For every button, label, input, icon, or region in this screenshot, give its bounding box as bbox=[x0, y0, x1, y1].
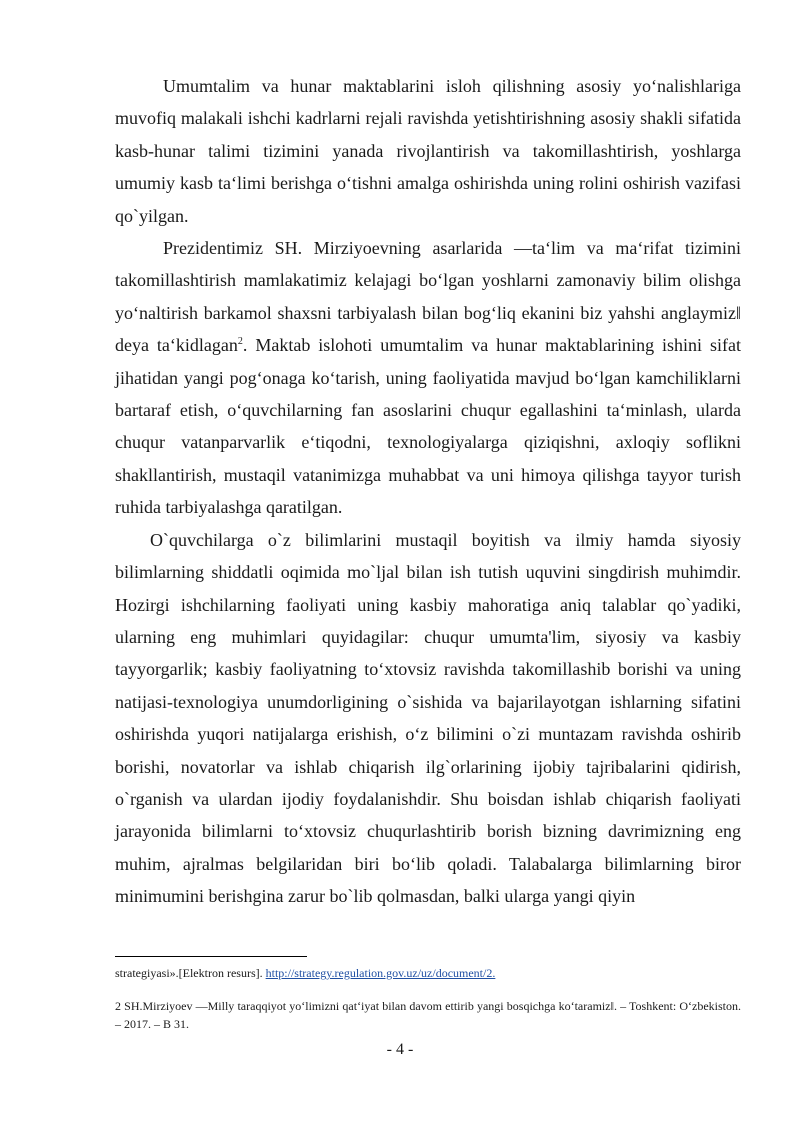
footnote-2: 2 SH.Mirziyoev ―Milly taraqqiyot yo‘limizni qat‘iyat bilan davom ettirib yangi bosqichga ko‘taramiz‖. – Toshkent: O‘zbekiston. – 2017. – B 31. bbox=[115, 999, 741, 1031]
footnote-reference-2[interactable]: 2 bbox=[237, 336, 243, 348]
footnote-url-link[interactable]: http://strategy.regulation.gov.uz/uz/document/2. bbox=[265, 966, 496, 980]
page-number: - 4 - bbox=[386, 1041, 414, 1058]
footnotes bbox=[115, 964, 741, 1033]
footnote-continuation-text: strategiyasi».[Elektron resurs]. bbox=[115, 966, 266, 980]
footnote-separator bbox=[115, 956, 307, 957]
footnote-continuation bbox=[115, 964, 741, 982]
paragraph-3: O`quvchilarga o`z bilimlarini mustaqil boyitish va ilmiy hamda siyosiy bilimlarning shiddatli oqimida mo`ljal bilan ish tutish uquvini singdirish muhimdir. Hozirgi ishchilarning faoliyati uning kasbiy mahoratiga aniq talablar qo`yadiki, ularning eng muhimlari quyidagilar: chuqur umumta'lim, siyosiy va kasbiy tayyorgarlik; kasbiy faoliyatning to‘xtovsiz ravishda takomillashib borishi va uning natijasi-texnologiya unumdorligining o`sishida va bajarilayotgan ishlarning sifatini oshirishda yuqori natijalarga erishish, o‘z bilimini o`zi muntazam ravishda oshirib borishi, novatorlar va ishlab chiqarish ilg`orlarining ijobiy tajribalarini qidirish, o`rganish va ulardan ijodiy foydalanishdir. Shu boisdan ishlab chiqarish faoliyati jarayonida bilimlarni to‘xtovsiz chuqurlashtirib borish bizning davrimizning eng muhim, ajralmas belgilaridan biri bo‘lib qoladi. Talabalarga bilimlarning biror minimumini berishgina zarur bo`lib qolmasdan, balki ularga yangi qiyin bbox=[115, 529, 741, 907]
paragraph-2-text-start: Prezidentimiz SH. Mirziyoevning asarlarida ―ta‘lim va ma‘rifat tizimini takomillashtirish mamlakatimiz kelajagi bo‘lgan yoshlarni zamonaviy bilim olishga yo‘naltirish barkamol shaxsni tarbiyalash bilan bog‘liq ekanini biz yahshi anglaymiz‖ deya ta‘kidlagan bbox=[115, 238, 741, 356]
body-text bbox=[115, 70, 741, 913]
paragraph-2-text-end: . Maktab islohoti umumtalim va hunar maktablarining ishini sifat jihatidan yangi pog‘onaga ko‘tarish, uning faoliyatida mavjud bo‘lgan kamchiliklarni bartaraf etish, o‘quvchilarning fan asoslarini chuqur egallashini ta‘minlash, ularda chuqur vatanparvarlik e‘tiqodni, texnologiyalarga qiziqishni, axloqiy soflikni shakllantirish, mustaqil vatanimizga muhabbat va uni himoya qilishga tayyor turish ruhida tarbiyalashga qaratilgan. bbox=[115, 335, 741, 518]
paragraph-2 bbox=[115, 232, 741, 524]
paragraph-1: Umumtalim va hunar maktablarini isloh qilishning asosiy yo‘nalishlariga muvofiq malakali ishchi kadrlarni rejali ravishda yetishtirishning asosiy shakli sifatida kasb-hunar talimi tizimini yanada rivojlantirish va takomillashtirish, yoshlarga umumiy kasb ta‘limi berishga o‘tishni amalga oshirishda uning rolini oshirish vazifasi qo`yilgan. bbox=[115, 76, 741, 226]
